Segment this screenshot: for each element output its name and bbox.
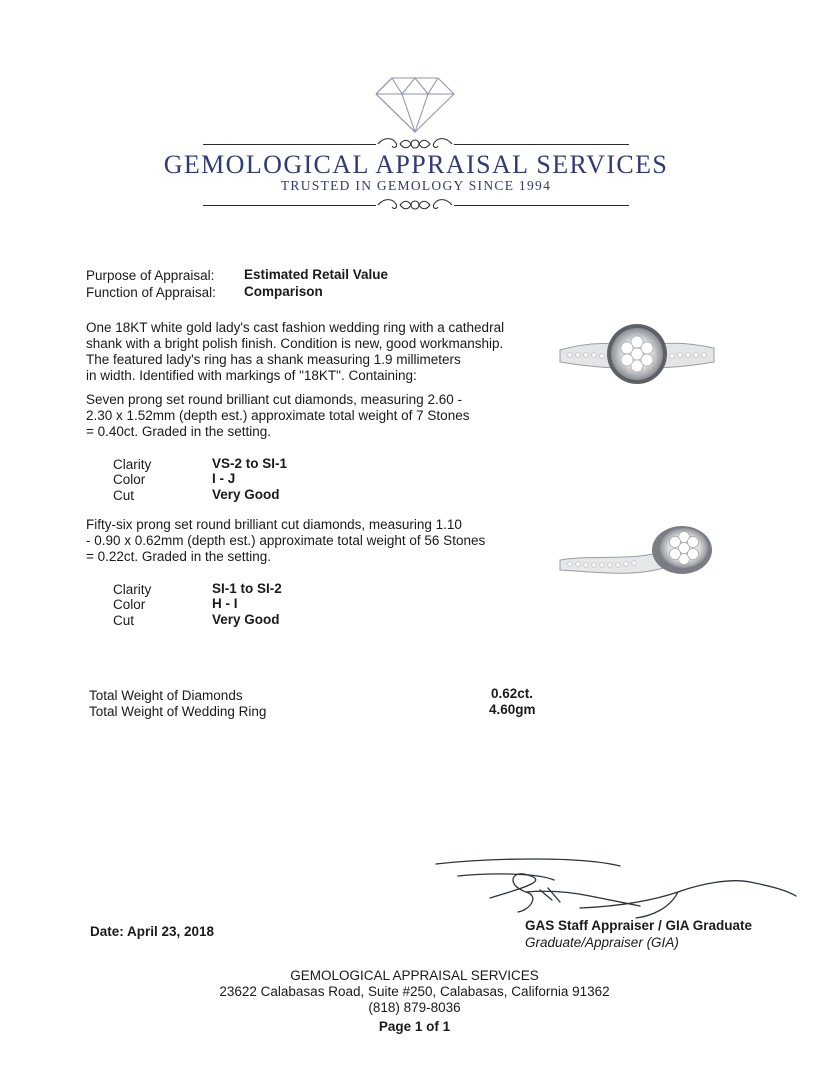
grade-value-cut: Very Good bbox=[212, 487, 280, 502]
grade-value-clarity: VS-2 to SI-1 bbox=[212, 456, 288, 471]
ring-photo-side-view bbox=[556, 520, 718, 588]
grade-label-color: Color bbox=[113, 597, 146, 612]
grade-label-clarity: Clarity bbox=[113, 457, 152, 472]
function-value: Comparison bbox=[244, 284, 323, 299]
stone-group-1-description bbox=[86, 392, 516, 440]
description-line: in width. Identified with markings of "18KT". Containing: bbox=[86, 368, 417, 383]
purpose-label: Purpose of Appraisal: bbox=[86, 268, 215, 283]
total-diamonds-value: 0.62ct. bbox=[491, 686, 534, 701]
footer-phone: (818) 879-8036 bbox=[368, 1000, 461, 1015]
handwritten-signature bbox=[430, 852, 800, 922]
total-diamonds-label: Total Weight of Diamonds bbox=[89, 688, 243, 703]
function-label: Function of Appraisal: bbox=[86, 285, 216, 300]
flourish-ornament-icon bbox=[376, 196, 454, 214]
total-ring-weight-value: 4.60gm bbox=[489, 702, 536, 717]
stone-group-2-description bbox=[86, 517, 516, 565]
letterhead-company-name: GEMOLOGICAL APPRAISAL SERVICES bbox=[163, 150, 669, 179]
appraiser-title: GAS Staff Appraiser / GIA Graduate bbox=[525, 918, 753, 933]
grade-value-clarity: SI-1 to SI-2 bbox=[212, 581, 282, 596]
description-line: shank with a bright polish finish. Condition is new, good workmanship. bbox=[86, 336, 504, 351]
footer-company: GEMOLOGICAL APPRAISAL SERVICES bbox=[290, 968, 539, 983]
ring-photo-top-view bbox=[556, 318, 718, 394]
grade-label-cut: Cut bbox=[113, 488, 135, 503]
appraiser-subtitle: Graduate/Appraiser (GIA) bbox=[525, 935, 679, 950]
total-ring-weight-label: Total Weight of Wedding Ring bbox=[89, 704, 267, 719]
page-number: Page 1 of 1 bbox=[378, 1019, 451, 1034]
description-line: - 0.90 x 0.62mm (depth est.) approximate total weight of 56 Stones bbox=[86, 533, 486, 548]
description-line: One 18KT white gold lady's cast fashion wedding ring with a cathedral bbox=[86, 320, 505, 335]
description-line: 2.30 x 1.52mm (depth est.) approximate total weight of 7 Stones bbox=[86, 408, 470, 423]
description-line: The featured lady's ring has a shank measuring 1.9 millimeters bbox=[86, 352, 461, 367]
ring-description bbox=[86, 320, 516, 384]
description-line: Fifty-six prong set round brilliant cut diamonds, measuring 1.10 bbox=[86, 517, 462, 532]
grade-label-cut: Cut bbox=[113, 613, 135, 628]
footer-address: 23622 Calabasas Road, Suite #250, Calabasas, California 91362 bbox=[219, 984, 610, 999]
grade-value-color: H - I bbox=[212, 596, 238, 611]
letterhead-tagline: TRUSTED IN GEMOLOGY SINCE 1994 bbox=[280, 178, 552, 193]
description-line: Seven prong set round brilliant cut diamonds, measuring 2.60 - bbox=[86, 392, 462, 407]
appraisal-date: Date: April 23, 2018 bbox=[90, 924, 215, 939]
diamond-logo-icon bbox=[374, 76, 456, 134]
purpose-value: Estimated Retail Value bbox=[244, 267, 389, 282]
grade-label-clarity: Clarity bbox=[113, 582, 152, 597]
grade-value-color: I - J bbox=[212, 471, 236, 486]
description-line: = 0.40ct. Graded in the setting. bbox=[86, 424, 271, 439]
grade-value-cut: Very Good bbox=[212, 612, 280, 627]
grade-label-color: Color bbox=[113, 472, 146, 487]
description-line: = 0.22ct. Graded in the setting. bbox=[86, 549, 271, 564]
